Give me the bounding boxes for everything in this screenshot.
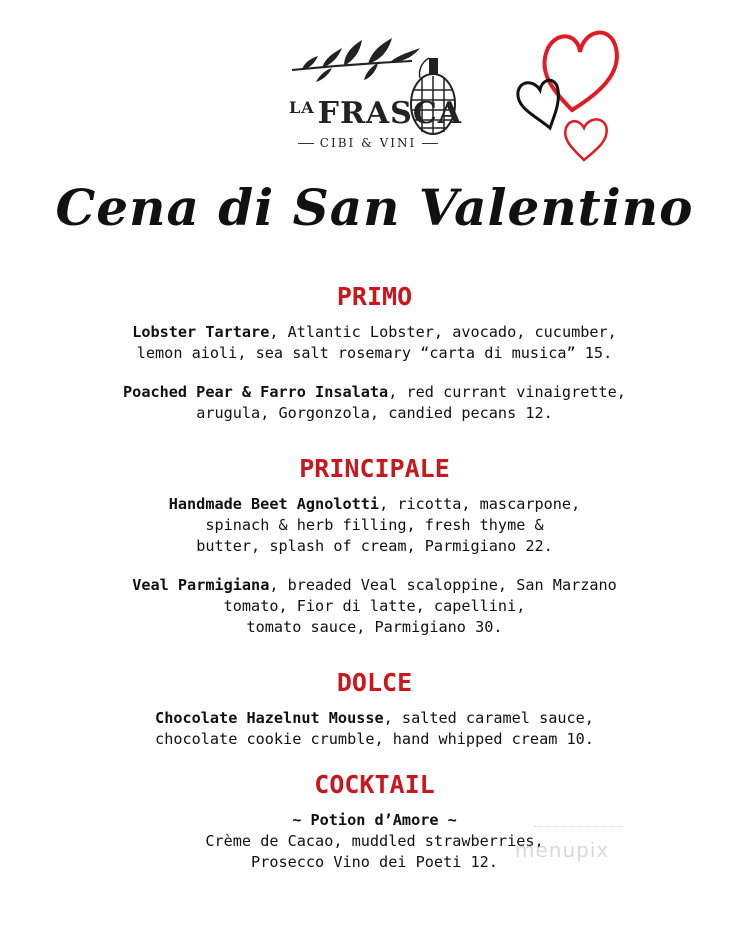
logo-name: FRASCA [317, 96, 462, 131]
section-primo [0, 280, 749, 424]
item-description: , breaded Veal scaloppine, San Marzano tomato, Fior di latte, capellini, tomato sauce, Parmigiano 30. [223, 576, 617, 636]
divider [422, 143, 438, 144]
menu-item [0, 322, 749, 364]
cocktail-name: ~ Potion d’Amore ~ [292, 811, 457, 829]
section-heading: PRIMO [336, 282, 413, 311]
item-description: , ricotta, mascarpone, spinach & herb filling, fresh thyme & butter, splash of cream, Parmigiano 22. [196, 495, 581, 555]
section-heading: DOLCE [336, 668, 413, 697]
logo-prefix: LA [289, 98, 315, 117]
item-name: Veal Parmigiana [132, 576, 270, 594]
item-name: Poached Pear & Farro Insalata [123, 383, 389, 401]
watermark: menupix [515, 838, 610, 862]
item-description: , red currant vinaigrette, arugula, Gorgonzola, candied pecans 12. [196, 383, 626, 422]
menu-item [0, 575, 749, 638]
item-name: Lobster Tartare [132, 323, 270, 341]
item-name: Handmade Beet Agnolotti [168, 495, 380, 513]
menu-body [0, 280, 749, 891]
heart-icon [565, 119, 606, 160]
divider [298, 143, 314, 144]
logo-wordmark [289, 96, 462, 131]
item-description: Crème de Cacao, muddled strawberries, Prosecco Vino dei Poeti 12. [205, 832, 544, 871]
menu-item [0, 494, 749, 557]
logo-tagline: CIBI & VINI [319, 136, 417, 150]
item-description: , salted caramel sauce, chocolate cookie crumble, hand whipped cream 10. [155, 709, 594, 748]
menu-item [0, 831, 749, 873]
item-name: Chocolate Hazelnut Mousse [155, 709, 384, 727]
watermark-rule [534, 826, 624, 828]
section-dolce [0, 666, 749, 750]
item-description: , Atlantic Lobster, avocado, cucumber, lemon aioli, sea salt rosemary “carta di musica” 15. [136, 323, 617, 362]
hearts-illustration [510, 18, 625, 163]
menu-title: Cena di San Valentino [55, 178, 694, 237]
section-principale [0, 452, 749, 638]
section-heading: PRINCIPALE [299, 454, 450, 483]
logo-tagline-row [298, 136, 438, 150]
section-heading: COCKTAIL [314, 770, 435, 799]
menu-item [0, 708, 749, 750]
heart-icon [544, 33, 616, 110]
section-cocktail [0, 768, 749, 873]
menu-item [0, 382, 749, 424]
